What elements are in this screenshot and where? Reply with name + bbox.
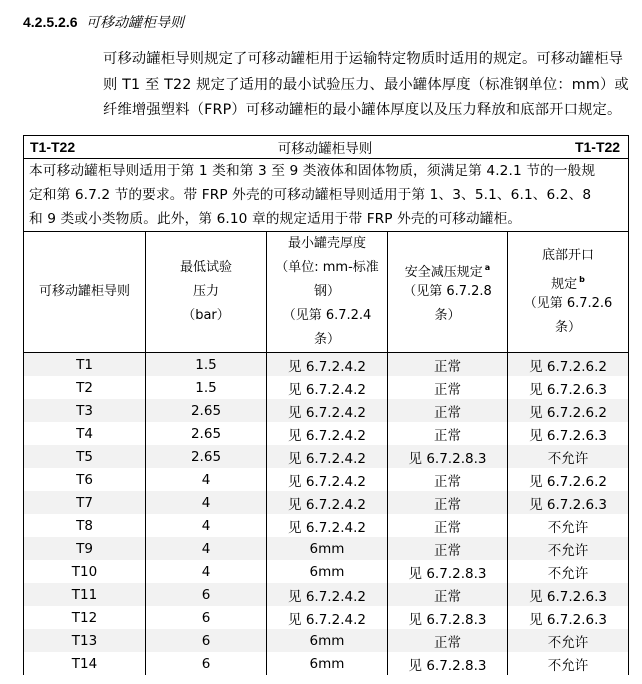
cell-shell-thickness: 见 6.7.2.4.2: [267, 422, 388, 445]
header-line: 可移动罐柜导则: [38, 284, 130, 299]
table-row: [24, 560, 629, 583]
cell-test-pressure: 6: [146, 606, 267, 629]
cell-instruction: T14: [24, 652, 146, 675]
cell-bottom-opening: 不允许: [508, 560, 629, 583]
cell-shell-thickness: 6mm: [267, 652, 388, 675]
cell-test-pressure: 2.65: [146, 422, 267, 445]
cell-test-pressure: 1.5: [146, 376, 267, 399]
header-line-text: 规定: [551, 277, 578, 292]
cell-shell-thickness: 见 6.7.2.4.2: [267, 606, 388, 629]
paragraph-line: 则 T1 至 T22 规定了适用的最小试验压力、最小罐体厚度（标准钢单位：mm）或: [103, 76, 629, 93]
cell-pressure-relief: 正常: [388, 491, 508, 514]
section-number: 4.2.5.2.6: [23, 14, 78, 30]
cell-bottom-opening: 不允许: [508, 514, 629, 537]
cell-test-pressure: 4: [146, 514, 267, 537]
cell-test-pressure: 4: [146, 537, 267, 560]
cell-shell-thickness: 见 6.7.2.4.2: [267, 583, 388, 606]
cell-instruction: T4: [24, 422, 146, 445]
cell-pressure-relief: 见 6.7.2.8.3: [388, 560, 508, 583]
header-line: 条）: [555, 320, 582, 335]
cell-instruction: T3: [24, 399, 146, 422]
cell-instruction: T5: [24, 445, 146, 468]
cell-shell-thickness: 见 6.7.2.4.2: [267, 514, 388, 537]
header-line: 最小罐壳厚度: [287, 236, 366, 251]
cell-pressure-relief: 正常: [388, 629, 508, 652]
table-title-center: 可移动罐柜导则: [277, 141, 373, 157]
cell-instruction: T12: [24, 606, 146, 629]
header-line: 最低试验: [179, 260, 232, 275]
table-row: [24, 652, 629, 675]
cell-bottom-opening: 见 6.7.2.6.2: [508, 468, 629, 491]
table-row: [24, 376, 629, 399]
cell-instruction: T6: [24, 468, 146, 491]
description-line: 本可移动罐柜导则适用于第 1 类和第 3 至 9 类液体和固体物质，须满足第 4.2.1 节的一般规: [29, 163, 596, 179]
cell-instruction: T8: [24, 514, 146, 537]
table-row: [24, 629, 629, 652]
table-title-left: T1-T22: [30, 139, 76, 155]
header-line-text: 安全减压规定: [404, 265, 483, 280]
cell-bottom-opening: 见 6.7.2.6.3: [508, 606, 629, 629]
cell-pressure-relief: 正常: [388, 422, 508, 445]
cell-pressure-relief: 见 6.7.2.8.3: [388, 606, 508, 629]
table-row: [24, 422, 629, 445]
cell-bottom-opening: 见 6.7.2.6.2: [508, 353, 629, 377]
footnote-marker: a: [484, 263, 491, 272]
header-min-shell-thickness: [267, 232, 388, 353]
cell-instruction: T7: [24, 491, 146, 514]
cell-bottom-opening: 见 6.7.2.6.3: [508, 376, 629, 399]
table-description-row: [24, 159, 629, 232]
table-row: [24, 537, 629, 560]
header-bottom-opening: [508, 232, 629, 353]
table-row: [24, 399, 629, 422]
cell-bottom-opening: 见 6.7.2.6.3: [508, 491, 629, 514]
header-line: （单位: mm-标准: [275, 260, 379, 275]
header-line: [388, 256, 507, 280]
cell-bottom-opening: 不允许: [508, 537, 629, 560]
cell-pressure-relief: 见 6.7.2.8.3: [388, 445, 508, 468]
header-line: 压力: [192, 284, 219, 299]
cell-pressure-relief: 正常: [388, 583, 508, 606]
table-row: [24, 491, 629, 514]
cell-shell-thickness: 见 6.7.2.4.2: [267, 445, 388, 468]
cell-bottom-opening: 不允许: [508, 652, 629, 675]
cell-pressure-relief: 正常: [388, 376, 508, 399]
table-row: [24, 468, 629, 491]
header-line: 钢）: [313, 284, 340, 299]
cell-instruction: T9: [24, 537, 146, 560]
cell-shell-thickness: 见 6.7.2.4.2: [267, 353, 388, 377]
cell-shell-thickness: 6mm: [267, 629, 388, 652]
cell-bottom-opening: 不允许: [508, 445, 629, 468]
cell-bottom-opening: 见 6.7.2.6.3: [508, 422, 629, 445]
cell-pressure-relief: 正常: [388, 514, 508, 537]
cell-shell-thickness: 6mm: [267, 537, 388, 560]
cell-test-pressure: 4: [146, 491, 267, 514]
header-min-test-pressure: [146, 232, 267, 353]
header-line: 条）: [434, 308, 461, 323]
header-line: 底部开口: [542, 248, 595, 263]
cell-pressure-relief: 正常: [388, 399, 508, 422]
cell-pressure-relief: 正常: [388, 468, 508, 491]
cell-instruction: T11: [24, 583, 146, 606]
cell-shell-thickness: 6mm: [267, 560, 388, 583]
cell-test-pressure: 6: [146, 629, 267, 652]
cell-shell-thickness: 见 6.7.2.4.2: [267, 491, 388, 514]
cell-test-pressure: 2.65: [146, 399, 267, 422]
cell-bottom-opening: 见 6.7.2.6.3: [508, 583, 629, 606]
cell-shell-thickness: 见 6.7.2.4.2: [267, 376, 388, 399]
cell-bottom-opening: 不允许: [508, 629, 629, 652]
cell-instruction: T2: [24, 376, 146, 399]
header-line: （bar）: [182, 308, 230, 323]
cell-test-pressure: 2.65: [146, 445, 267, 468]
footnote-marker: b: [579, 275, 585, 284]
table-title-row: [24, 136, 629, 159]
cell-pressure-relief: 正常: [388, 537, 508, 560]
cell-test-pressure: 6: [146, 652, 267, 675]
cell-instruction: T13: [24, 629, 146, 652]
paragraph-line: 可移动罐柜导则规定了可移动罐柜用于运输特定物质时适用的规定。可移动罐柜导: [103, 51, 624, 67]
cell-pressure-relief: 见 6.7.2.8.3: [388, 652, 508, 675]
header-line: （见第 6.7.2.6: [523, 296, 613, 311]
table-body: [24, 353, 629, 676]
section-title: 可移动罐柜导则: [86, 15, 184, 31]
table-row: [24, 445, 629, 468]
cell-pressure-relief: 正常: [388, 353, 508, 377]
header-line: [508, 268, 628, 292]
table-row: [24, 606, 629, 629]
cell-shell-thickness: 见 6.7.2.4.2: [267, 399, 388, 422]
description-line: 定和第 6.7.2 节的要求。带 FRP 外壳的可移动罐柜导则适用于第 1、3、5.1、6.1、6.2、8: [29, 187, 592, 203]
tank-instruction-table: [23, 135, 629, 675]
cell-test-pressure: 4: [146, 560, 267, 583]
header-portable-tank-instruction: [24, 232, 146, 353]
table-header-row: [24, 232, 629, 353]
cell-test-pressure: 1.5: [146, 353, 267, 377]
cell-instruction: T1: [24, 353, 146, 377]
description-line: 和 9 类或小类物质。此外，第 6.10 章的规定适用于带 FRP 外壳的可移动罐柜。: [29, 211, 522, 227]
header-line: （见第 6.7.2.4: [282, 308, 372, 323]
header-line: 条）: [313, 332, 340, 347]
cell-instruction: T10: [24, 560, 146, 583]
table-row: [24, 583, 629, 606]
cell-bottom-opening: 见 6.7.2.6.2: [508, 399, 629, 422]
paragraph-line: 纤维增强塑料（FRP）可移动罐柜的最小罐体厚度以及压力释放和底部开口规定。: [103, 102, 622, 118]
header-line: （见第 6.7.2.8: [403, 284, 492, 299]
table-title-right: T1-T22: [574, 139, 621, 155]
cell-shell-thickness: 见 6.7.2.4.2: [267, 468, 388, 491]
section-heading: [23, 11, 184, 33]
cell-test-pressure: 4: [146, 468, 267, 491]
intro-paragraph: [103, 47, 633, 124]
table-row: [24, 514, 629, 537]
header-pressure-relief: [388, 232, 508, 353]
cell-test-pressure: 6: [146, 583, 267, 606]
table-row: [24, 353, 629, 377]
